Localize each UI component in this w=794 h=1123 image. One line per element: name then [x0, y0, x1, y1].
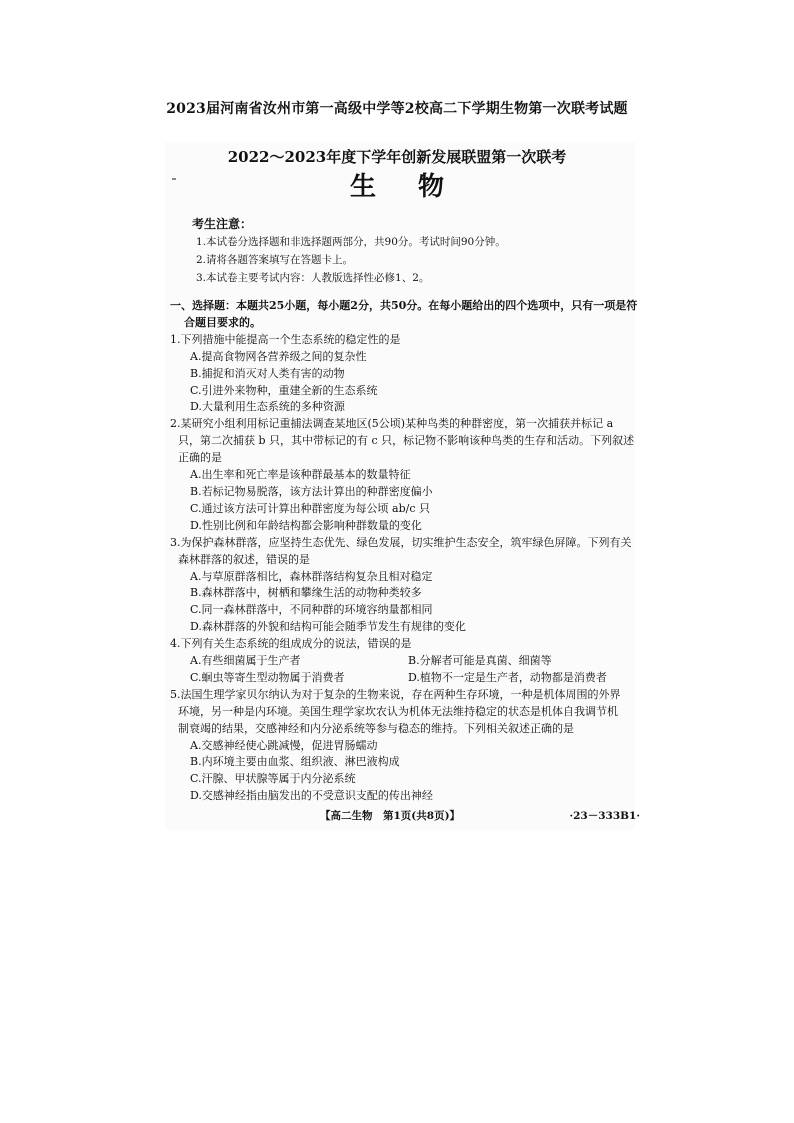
notice-item-3: 3.本试卷主要考试内容：人教版选择性必修1、2。	[196, 272, 430, 284]
question-stem-cont: 森林群落的叙述，错误的是	[178, 552, 310, 566]
question-4	[170, 636, 630, 687]
page-number: 【高二生物 第1页(共8页)】	[320, 810, 461, 822]
question-stem: 5.法国生理学家贝尔纳认为对于复杂的生物来说，存在两种生存环境，一种是机体周围的外界	[170, 687, 621, 701]
option-row	[170, 653, 630, 670]
question-stem: 3.为保护森林群落，应坚持生态优先、绿色发展，切实维护生态安全，筑牢绿色屏障。下列有关	[170, 535, 632, 549]
option-b: B.森林群落中，树栖和攀缘生活的动物种类较多	[190, 586, 422, 600]
question-stem-cont: 正确的是	[178, 451, 222, 465]
option-b: B.内环境主要由血浆、组织液、淋巴液构成	[190, 755, 400, 769]
option-c: C.同一森林群落中，不同种群的环境容纳量都相同	[190, 603, 433, 617]
page-footer	[170, 808, 640, 824]
question-stem-cont: 只，第二次捕获 b 只，其中带标记的有 c 只，标记物不影响该种鸟类的生存和活动。下列叙述	[178, 434, 635, 448]
option-a: A.与草原群落相比，森林群落结构复杂且相对稳定	[190, 569, 433, 583]
exam-header: 2022～2023年度下学年创新发展联盟第一次联考	[227, 148, 567, 166]
multiple-choice-section	[170, 298, 638, 805]
section-heading: 一、选择题：本题共25小题，每小题2分，共50分。在每小题给出的四个选项中，只有一项是符	[170, 299, 638, 312]
question-stem: 1.下列措施中能提高一个生态系统的稳定性的是	[170, 332, 401, 346]
option-a: A.出生率和死亡率是该种群最基本的数量特征	[190, 468, 411, 482]
option-c: C.通过该方法可计算出种群密度为每公顷 ab/c 只	[190, 501, 430, 515]
notice-item-1: 1.本试卷分选择题和非选择题两部分，共90分。考试时间90分钟。	[196, 236, 506, 248]
option-c: C.汗腺、甲状腺等属于内分泌系统	[190, 772, 356, 786]
question-5	[170, 687, 630, 805]
paper-code: ·23－333B1·	[569, 810, 640, 822]
question-stem-cont: 环境，另一种是内环境。美国生理学家坎农认为机体无法维持稳定的状态是机体自我调节机	[178, 704, 618, 718]
option-a: A.交感神经使心跳减慢，促进胃肠蠕动	[190, 738, 378, 752]
option-d: D.大量利用生态系统的多种资源	[190, 400, 345, 414]
section-heading-cont: 合题目要求的。	[184, 315, 261, 329]
option-d: D.性别比例和年龄结构都会影响种群数量的变化	[190, 518, 422, 532]
option-b: B.若标记物易脱落，该方法计算出的种群密度偏小	[190, 484, 433, 498]
option-c: C.引进外来物种，重建全新的生态系统	[190, 383, 378, 397]
option-row	[170, 670, 630, 687]
question-3	[170, 535, 630, 636]
notice-item-2: 2.请将各题答案填写在答题卡上。	[196, 254, 354, 266]
question-stem-cont: 制衰竭的结果，交感神经和内分泌系统等参与稳态的维持。下列相关叙述正确的是	[178, 721, 574, 735]
candidate-notice	[180, 215, 620, 287]
option-b: B.分解者可能是真菌、细菌等	[408, 654, 552, 668]
subject-title: 生物	[349, 172, 486, 202]
option-d: D.交感神经指由脑发出的不受意识支配的传出神经	[190, 789, 433, 803]
option-d: D.森林群落的外貌和结构可能会随季节发生有规律的变化	[190, 620, 466, 634]
option-d: D.植物不一定是生产者，动物都是消费者	[408, 670, 607, 684]
option-b: B.捕捉和消灭对人类有害的动物	[190, 366, 345, 380]
question-stem: 2.某研究小组利用标记重捕法调查某地区(5公顷)某种鸟类的种群密度，第一次捕获并标记 a	[170, 417, 614, 431]
question-2	[170, 416, 635, 534]
notice-title: 考生注意：	[192, 217, 253, 231]
document-title: 2023届河南省汝州市第一高级中学等2校高二下学期生物第一次联考试题	[166, 101, 628, 117]
option-a: A.提高食物网各营养级之间的复杂性	[190, 349, 367, 363]
option-c: C.蛔虫等寄生型动物属于消费者	[190, 670, 345, 684]
option-a: A.有些细菌属于生产者	[190, 654, 301, 668]
question-stem: 4.下列有关生态系统的组成成分的说法，错误的是	[170, 637, 412, 651]
question-1	[170, 332, 630, 417]
